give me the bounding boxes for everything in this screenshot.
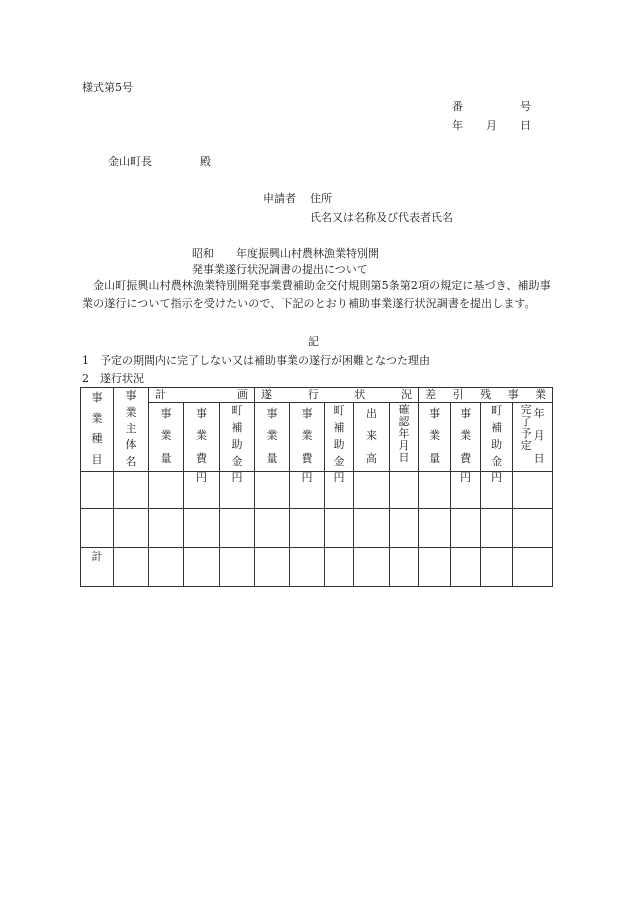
date-year: 年 <box>452 119 463 132</box>
cell-zan-hojokin[interactable] <box>481 472 513 509</box>
cell-suikou-ryo[interactable] <box>255 472 290 509</box>
applicant-address: 住所 <box>310 192 332 205</box>
header-zan-hi: 事 業 費 <box>451 403 481 472</box>
yen-unit: 円 <box>491 471 503 484</box>
form-number: 様式第5号 <box>82 81 133 94</box>
header-keikaku: 計 画 <box>149 388 255 403</box>
cell-shumoku[interactable] <box>81 472 114 509</box>
header-suikou-hi: 事 業 費 <box>290 403 325 472</box>
number-label-go: 号 <box>520 100 531 113</box>
header-jigyo-shumoku: 事 業 種 目 <box>81 388 114 472</box>
cell-keikaku-ryo[interactable] <box>149 472 184 509</box>
addressee-honorific: 殿 <box>200 155 211 168</box>
header-dekidaka: 出 来 高 <box>354 403 390 472</box>
header-suikou-hojokin: 町 補 助 金 <box>325 403 354 472</box>
cell-zan-hi[interactable] <box>451 472 481 509</box>
header-keikaku-hojokin: 町 補 助 金 <box>220 403 255 472</box>
cell-kakunin[interactable] <box>390 472 419 509</box>
number-label-ban: 番 <box>452 100 463 113</box>
date-day: 日 <box>520 119 531 132</box>
yen-unit: 円 <box>231 471 243 484</box>
item-2: 2 遂行状況 <box>82 372 144 385</box>
header-zan-hojokin: 町 補 助 金 <box>481 403 513 472</box>
header-sashihiki-zan: 差 引 残 事 業 <box>419 388 553 403</box>
cell-suikou-hi[interactable] <box>290 472 325 509</box>
header-kanryo-yotei-nengappi: 完 了 予 定 年 月 日 <box>513 403 553 472</box>
applicant-label: 申請者 <box>263 192 296 205</box>
addressee-name: 金山町長 <box>108 155 152 168</box>
yen-unit: 円 <box>301 471 313 484</box>
cell-shutai[interactable] <box>114 472 149 509</box>
yen-unit: 円 <box>333 471 345 484</box>
header-suikou-ryo: 事 業 量 <box>255 403 290 472</box>
cell-kanryo-yotei[interactable] <box>513 472 553 509</box>
header-kakunin-nengappi: 確 認 年 月 日 <box>390 403 419 472</box>
table-row <box>81 472 553 509</box>
header-suikou-jokyo: 遂 行 状 況 <box>255 388 419 403</box>
ki-heading: 記 <box>308 335 319 348</box>
applicant-name-label: 氏名又は名称及び代表者氏名 <box>310 211 453 224</box>
item-1: 1 予定の期間内に完了しない又は補助事業の遂行が困難となつた理由 <box>82 354 430 367</box>
header-jigyo-shutai: 事 業 主 体 名 <box>114 388 149 472</box>
total-row <box>81 548 553 587</box>
header-zan-ryo: 事 業 量 <box>419 403 451 472</box>
header-keikaku-ryo: 事 業 量 <box>149 403 184 472</box>
header-keikaku-hi: 事 業 費 <box>184 403 220 472</box>
subject-line-2: 発事業遂行状況調書の提出について <box>192 263 368 276</box>
total-label: 計 <box>81 548 114 587</box>
cell-dekidaka[interactable] <box>354 472 390 509</box>
body-paragraph: 金山町振興山村農林漁業特別開発事業費補助金交付規則第5条第2項の規定に基づき、補助事業の遂行について指示を受けたいので、下記のとおり補助事業遂行状況調書を提出します。 <box>82 279 551 310</box>
date-month: 月 <box>486 119 497 132</box>
cell-keikaku-hi[interactable] <box>184 472 220 509</box>
cell-keikaku-hojokin[interactable] <box>220 472 255 509</box>
progress-table <box>80 387 553 587</box>
cell-zan-ryo[interactable] <box>419 472 451 509</box>
table-row <box>81 509 553 548</box>
subject-line-1: 昭和 年度振興山村農林漁業特別開 <box>192 247 379 260</box>
cell-suikou-hojokin[interactable] <box>325 472 354 509</box>
yen-unit: 円 <box>196 471 207 484</box>
yen-unit: 円 <box>460 471 472 484</box>
